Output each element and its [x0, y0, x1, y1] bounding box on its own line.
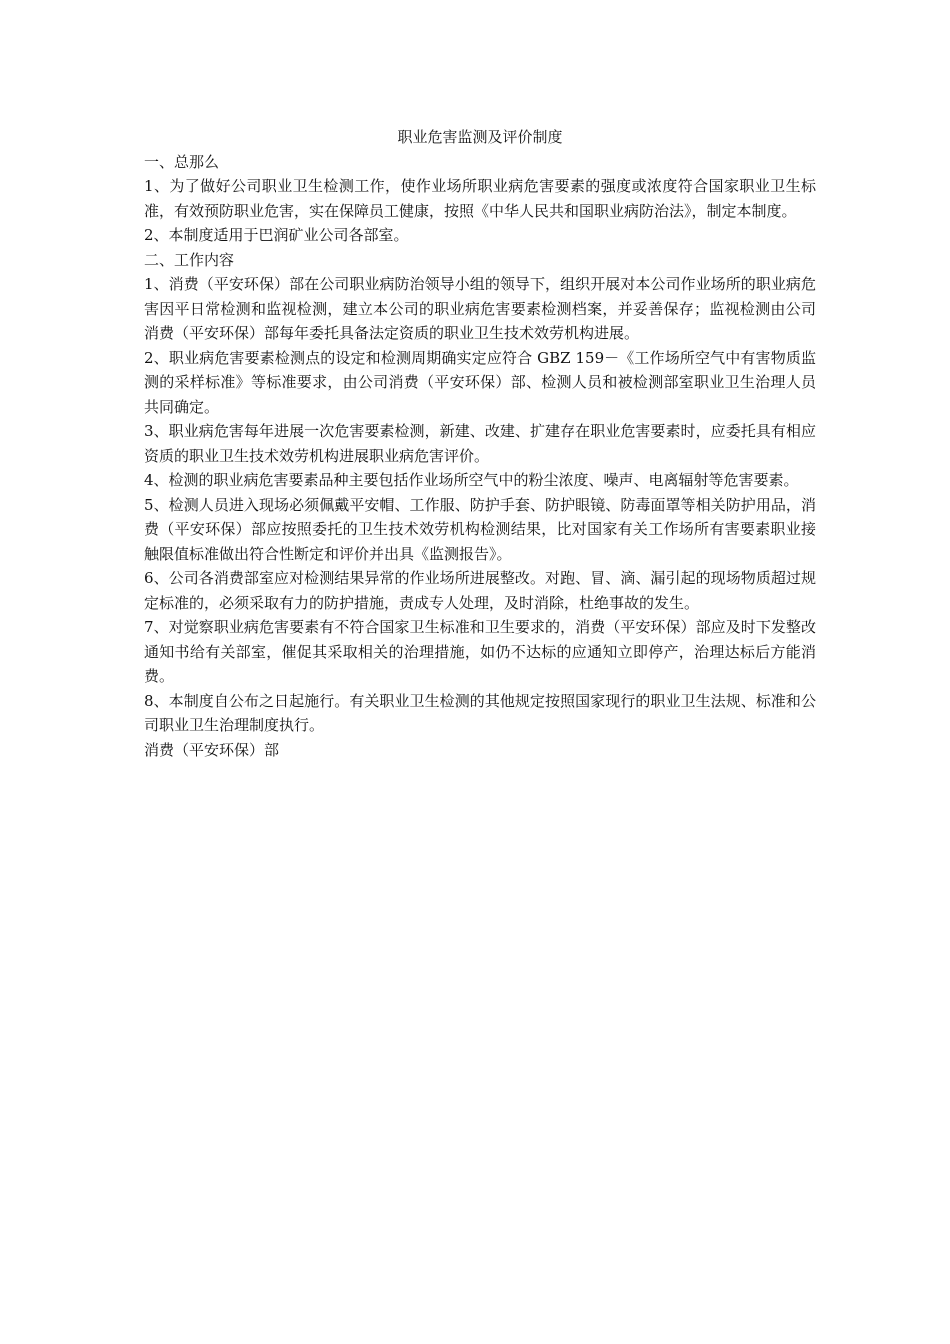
section-heading-work-content: 二、工作内容 — [144, 250, 235, 269]
work-item-1: 1、消费（平安环保）部在公司职业病防治领导小组的领导下，组织开展对本公司作业场所的职业病危害因平日常检测和监视检测，建立本公司的职业病危害要素检测档案，并妥善保存；监视检测由公司消费（平安环保）部每年委托具备法定资质的职业卫生技术效劳机构进展。 — [144, 275, 816, 342]
section-heading-general: 一、总那么 — [144, 152, 220, 171]
work-item-7: 7、对觉察职业病危害要素有不符合国家卫生标准和卫生要求的，消费（平安环保）部应及时下发整改通知书给有关部室，催促其采取相关的治理措施，如仍不达标的应通知立即停产，治理达标后方能消费。 — [144, 618, 816, 685]
document-title: 职业危害监测及评价制度 — [397, 128, 563, 146]
work-item-5: 5、检测人员进入现场必须佩戴平安帽、工作服、防护手套、防护眼镜、防毒面罩等相关防护用品，消费（平安环保）部应按照委托的卫生技术效劳机构检测结果，比对国家有关工作场所有害要素职业接触限值标准做出符合性断定和评价并出具《监测报告》。 — [144, 495, 816, 563]
document-body — [144, 125, 816, 762]
general-item-2: 2、本制度适用于巴润矿业公司各部室。 — [144, 226, 409, 244]
work-item-3: 3、职业病危害每年进展一次危害要素检测，新建、改建、扩建存在职业危害要素时，应委托具有相应资质的职业卫生技术效劳机构进展职业病危害评价。 — [144, 422, 816, 465]
department-signature: 消费（平安环保）部 — [144, 740, 280, 759]
work-item-8: 8、本制度自公布之日起施行。有关职业卫生检测的其他规定按照国家现行的职业卫生法规、标准和公司职业卫生治理制度执行。 — [144, 691, 816, 734]
work-item-4: 4、检测的职业病危害要素品种主要包括作业场所空气中的粉尘浓度、噪声、电离辐射等危害要素。 — [144, 471, 799, 489]
work-item-6: 6、公司各消费部室应对检测结果异常的作业场所进展整改。对跑、冒、滴、漏引起的现场物质超过规定标准的，必须采取有力的防护措施，责成专人处理，及时消除，杜绝事故的发生。 — [144, 569, 816, 612]
work-item-2: 2、职业病危害要素检测点的设定和检测周期确实定应符合 GBZ 159－《工作场所空气中有害物质监测的采样标准》等标准要求，由公司消费（平安环保）部、检测人员和被检测部室职业卫生治理人员共同确定。 — [144, 348, 816, 416]
general-item-1: 1、为了做好公司职业卫生检测工作，使作业场所职业病危害要素的强度或浓度符合国家职业卫生标准，有效预防职业危害，实在保障员工健康，按照《中华人民共和国职业病防治法》，制定本制度。 — [144, 177, 816, 220]
